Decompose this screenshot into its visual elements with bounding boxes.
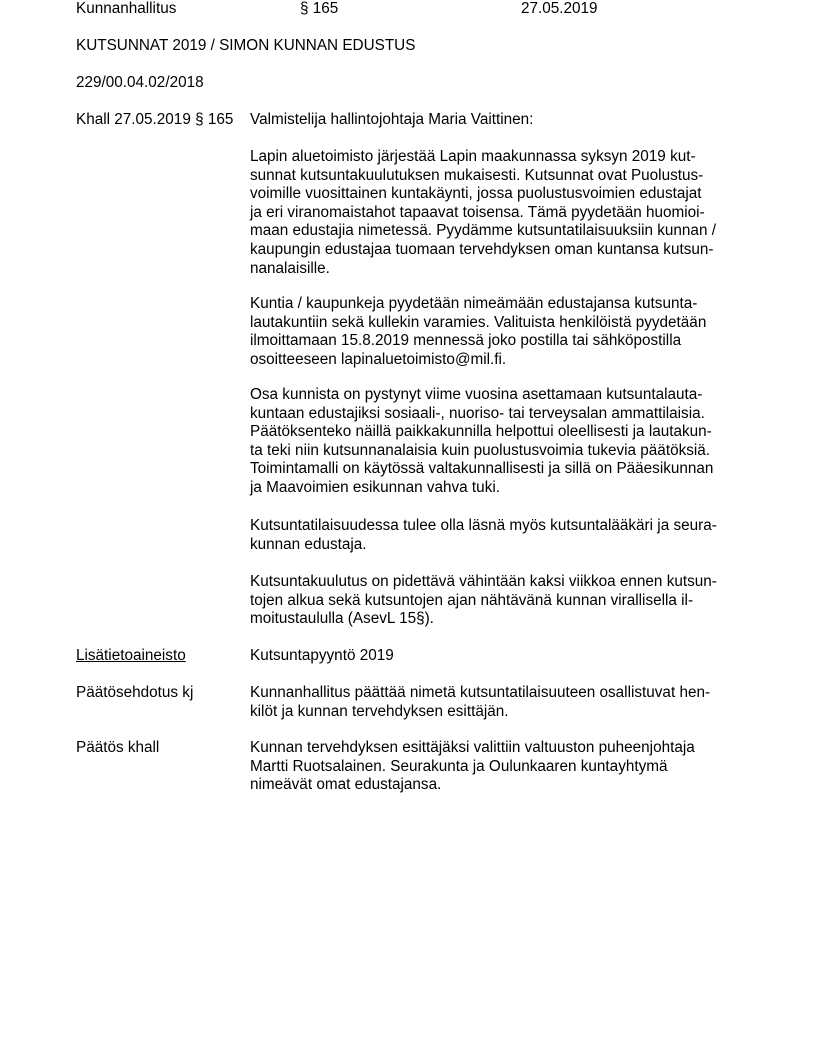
preparer-line: Valmistelija hallintojohtaja Maria Vaittinen: <box>250 111 534 128</box>
paragraph-line: Lapin aluetoimisto järjestää Lapin maakunnassa syksyn 2019 kut- <box>250 148 696 165</box>
paragraph-4 <box>250 517 760 554</box>
paragraph-line: voimille vuosittainen kuntakäynti, jossa puolustusvoimien edustajat <box>250 185 702 203</box>
meeting-reference: Khall 27.05.2019 § 165 <box>76 111 234 128</box>
decision-line: Martti Ruotsalainen. Seurakunta ja Oulunkaaren kuntayhtymä <box>250 757 668 775</box>
paragraph-line: kaupungin edustajaa tuomaan tervehdyksen oman kuntansa kutsun- <box>250 240 714 258</box>
paragraph-line: kuntaan edustajiksi sosiaali-, nuoriso- tai terveysalan ammattilaisia. <box>250 404 705 422</box>
record-number: 229/00.04.02/2018 <box>76 74 204 91</box>
additional-info-value: Kutsuntapyyntö 2019 <box>250 647 394 664</box>
header-body-name: Kunnanhallitus <box>76 0 177 17</box>
header-date: 27.05.2019 <box>521 0 598 17</box>
paragraph-line: maan edustajia nimetessä. Pyydämme kutsuntatilaisuuksiin kunnan / <box>250 222 716 240</box>
paragraph-line: nanalaisille. <box>250 259 330 277</box>
paragraph-line: Osa kunnista on pystynyt viime vuosina asettamaan kutsuntalauta- <box>250 386 703 403</box>
paragraph-line: tojen alkua sekä kutsuntojen ajan nähtävänä kunnan virallisella il- <box>250 591 694 609</box>
paragraph-line: ja Maavoimien esikunnan vahva tuki. <box>250 478 500 496</box>
paragraph-2 <box>250 295 760 369</box>
document-title: KUTSUNNAT 2019 / SIMON KUNNAN EDUSTUS <box>76 37 416 54</box>
paragraph-line: kunnan edustaja. <box>250 535 367 553</box>
paragraph-line: Toimintamalli on käytössä valtakunnallisesti ja sillä on Pääesikunnan <box>250 460 714 478</box>
paragraph-5 <box>250 573 760 629</box>
paragraph-line: Kutsuntakuulutus on pidettävä vähintään kaksi viikkoa ennen kutsun- <box>250 573 717 590</box>
paragraph-line: Päätöksenteko näillä paikkakunnilla helpottui oleellisesti ja lautakun- <box>250 423 712 441</box>
paragraph-line: Kuntia / kaupunkeja pyydetään nimeämään edustajansa kutsunta- <box>250 295 698 312</box>
paragraph-line: Kutsuntatilaisuudessa tulee olla läsnä myös kutsuntalääkäri ja seura- <box>250 517 717 534</box>
paragraph-1 <box>250 148 760 278</box>
header-section-number: § 165 <box>300 0 339 17</box>
additional-info-label: Lisätietoaineisto <box>76 647 186 664</box>
paragraph-3 <box>250 386 760 498</box>
decision-text <box>250 739 760 795</box>
paragraph-line: ilmoittamaan 15.8.2019 mennessä joko postilla tai sähköpostilla <box>250 332 682 350</box>
proposal-label: Päätösehdotus kj <box>76 684 194 701</box>
proposal-line: kilöt ja kunnan tervehdyksen esittäjän. <box>250 702 509 720</box>
paragraph-line: ta teki niin kutsunnanalaisia kuin puolustusvoimia tukevia päätöksiä. <box>250 441 711 459</box>
decision-line: nimeävät omat edustajansa. <box>250 776 442 794</box>
proposal-text <box>250 684 760 721</box>
proposal-line: Kunnanhallitus päättää nimetä kutsuntatilaisuuteen osallistuvat hen- <box>250 684 711 701</box>
paragraph-line: osoitteeseen lapinaluetoimisto@mil.fi. <box>250 350 507 368</box>
paragraph-line: ja eri viranomaistahot tapaavat toisensa. Tämä pyydetään huomioi- <box>250 203 705 221</box>
paragraph-line: lautakuntiin sekä kullekin varamies. Valituista henkilöistä pyydetään <box>250 313 707 331</box>
paragraph-line: sunnat kutsuntakuulutuksen mukaisesti. Kutsunnat ovat Puolustus- <box>250 166 704 184</box>
decision-label: Päätös khall <box>76 739 160 756</box>
paragraph-line: moitustaululla (AsevL 15§). <box>250 610 434 628</box>
decision-line: Kunnan tervehdyksen esittäjäksi valittiin valtuuston puheenjohtaja <box>250 739 695 756</box>
